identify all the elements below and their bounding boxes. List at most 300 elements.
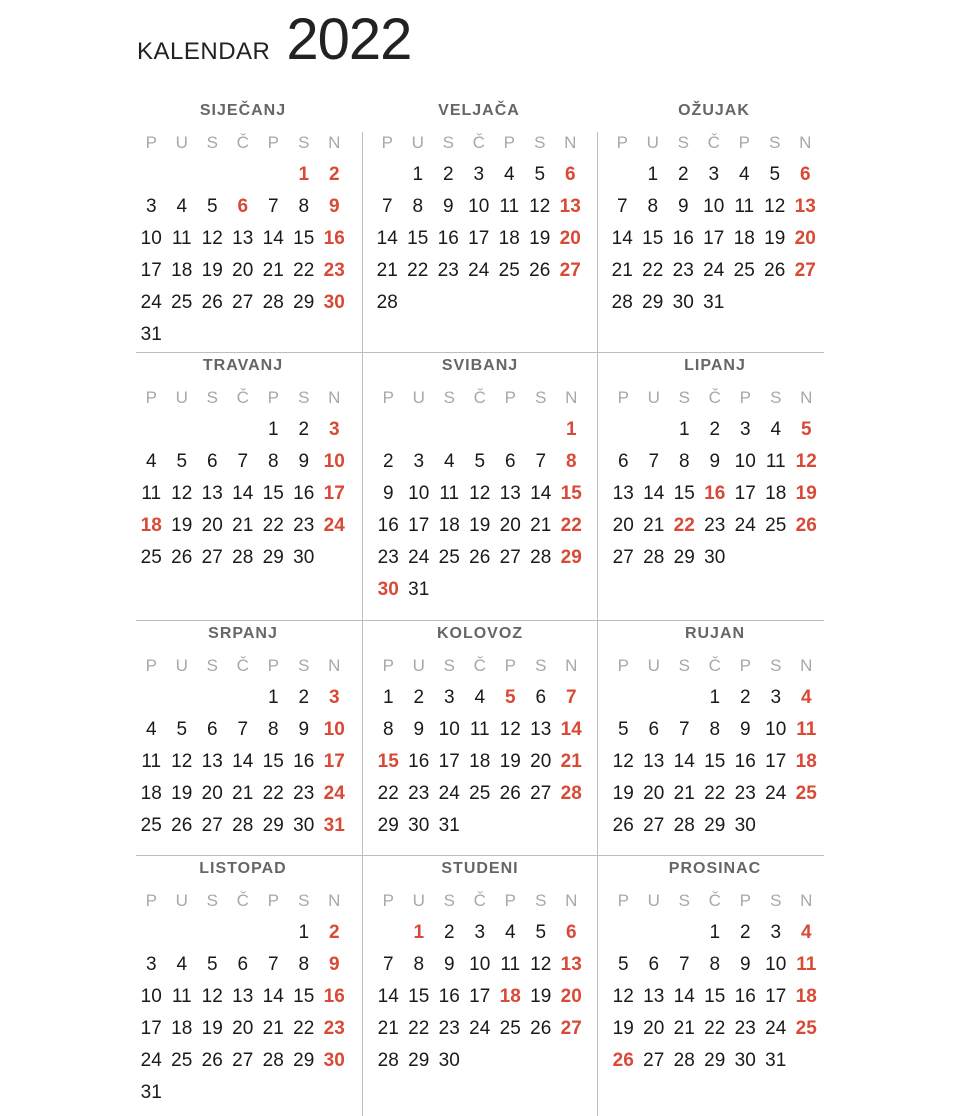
day: 17	[140, 260, 162, 281]
empty-cell	[136, 922, 167, 954]
weekday-header: U	[175, 656, 188, 675]
day: 27	[499, 547, 521, 568]
day: 14	[232, 483, 254, 504]
day: 20	[612, 515, 634, 536]
holiday-day: 11	[796, 719, 817, 740]
day: 16	[438, 986, 460, 1007]
day: 24	[469, 1018, 491, 1039]
weekday-header: Č	[236, 891, 249, 910]
weekday-header: P	[382, 388, 394, 407]
weekday-header: S	[443, 891, 455, 910]
day: 1	[709, 687, 721, 708]
empty-cell	[167, 687, 198, 719]
day: 25	[171, 1050, 193, 1071]
weekday-header: N	[565, 388, 578, 407]
weekday-header: S	[678, 891, 690, 910]
day: 30	[293, 815, 315, 836]
holiday-day: 26	[612, 1050, 634, 1071]
holiday-day: 26	[795, 515, 817, 536]
weekday-header: S	[443, 388, 455, 407]
day: 2	[739, 687, 751, 708]
weekday-header: P	[381, 133, 393, 152]
day: 5	[534, 164, 546, 185]
day: 30	[672, 292, 694, 313]
holiday-day: 27	[560, 1018, 582, 1039]
day: 20	[232, 1018, 254, 1039]
day: 26	[171, 815, 193, 836]
day: 17	[408, 515, 430, 536]
month-name: LIPANJ	[684, 357, 746, 374]
weekday-header: Č	[708, 891, 721, 910]
month-svibanj	[362, 353, 597, 620]
empty-cell	[258, 922, 289, 954]
weekday-header: P	[382, 656, 394, 675]
day: 8	[709, 719, 721, 740]
day: 9	[739, 719, 751, 740]
day: 21	[376, 260, 398, 281]
month-days	[136, 132, 350, 356]
empty-cell	[167, 922, 198, 954]
day: 7	[616, 196, 628, 217]
holiday-day: 19	[795, 483, 817, 504]
weekday-header: N	[328, 891, 341, 910]
day: 2	[382, 451, 394, 472]
holiday-day: 25	[795, 783, 817, 804]
calendar-title	[137, 6, 412, 72]
holiday-day: 12	[795, 451, 817, 472]
day: 20	[530, 751, 552, 772]
holiday-day: 1	[565, 419, 577, 440]
day: 21	[611, 260, 633, 281]
day: 3	[770, 687, 782, 708]
day: 5	[769, 164, 781, 185]
weekday-header: N	[799, 133, 812, 152]
weekday-header: S	[206, 388, 218, 407]
month-veljača	[362, 98, 597, 352]
day: 4	[503, 164, 515, 185]
day: 9	[442, 196, 454, 217]
month-days	[607, 132, 821, 324]
holiday-day: 27	[794, 260, 816, 281]
month-days	[136, 655, 350, 847]
day: 12	[764, 196, 786, 217]
holiday-day: 4	[800, 687, 812, 708]
holiday-day: 16	[704, 483, 726, 504]
day: 19	[171, 783, 193, 804]
weekday-header: P	[504, 656, 516, 675]
day: 8	[382, 719, 394, 740]
day: 21	[232, 783, 254, 804]
day: 30	[734, 1050, 756, 1071]
day: 28	[673, 815, 695, 836]
weekday-header: U	[647, 656, 660, 675]
day: 29	[642, 292, 664, 313]
day: 22	[293, 260, 315, 281]
day: 25	[469, 783, 491, 804]
empty-cell	[136, 687, 167, 719]
day: 27	[232, 292, 254, 313]
empty-cell	[607, 164, 638, 196]
weekday-header: Č	[236, 656, 249, 675]
month-srpanj	[136, 621, 362, 855]
weekday-header: P	[145, 656, 157, 675]
day: 2	[443, 922, 455, 943]
holiday-day: 16	[323, 986, 345, 1007]
day: 26	[612, 815, 634, 836]
month-days	[608, 890, 822, 1082]
month-days	[373, 890, 587, 1082]
holiday-day: 17	[323, 751, 345, 772]
day: 11	[141, 483, 162, 504]
weekday-header: S	[535, 891, 547, 910]
month-days	[372, 132, 586, 324]
day: 2	[442, 164, 454, 185]
weekday-header: N	[800, 891, 813, 910]
month-name: STUDENI	[441, 860, 519, 877]
day: 28	[377, 1050, 399, 1071]
day: 14	[262, 986, 284, 1007]
day: 22	[262, 783, 284, 804]
weekday-header: P	[267, 656, 279, 675]
day: 5	[176, 451, 188, 472]
empty-cell	[495, 419, 526, 451]
empty-cell	[197, 419, 228, 451]
day: 22	[704, 1018, 726, 1039]
day: 12	[499, 719, 521, 740]
day: 31	[140, 324, 162, 345]
day: 19	[530, 986, 552, 1007]
empty-cell	[167, 164, 198, 196]
holiday-day: 23	[323, 260, 345, 281]
empty-cell	[608, 687, 639, 719]
day: 4	[474, 687, 486, 708]
month-name: OŽUJAK	[678, 102, 750, 119]
day: 29	[673, 547, 695, 568]
day: 27	[201, 547, 223, 568]
weekday-header: S	[678, 656, 690, 675]
holiday-day: 7	[565, 687, 577, 708]
day: 3	[708, 164, 720, 185]
holiday-day: 21	[560, 751, 582, 772]
day: 27	[530, 783, 552, 804]
weekday-header: S	[770, 656, 782, 675]
month-ožujak	[597, 98, 824, 352]
day: 11	[499, 196, 520, 217]
month-days	[136, 890, 350, 1114]
empty-cell	[669, 687, 700, 719]
day: 8	[709, 954, 721, 975]
holiday-day: 10	[323, 451, 345, 472]
day: 31	[703, 292, 725, 313]
holiday-day: 16	[323, 228, 345, 249]
weekday-header: U	[175, 133, 188, 152]
day: 1	[267, 687, 279, 708]
month-name: SVIBANJ	[441, 357, 519, 374]
holiday-day: 29	[560, 547, 582, 568]
holiday-day: 11	[796, 954, 817, 975]
day: 24	[408, 547, 430, 568]
day: 2	[677, 164, 689, 185]
day: 11	[765, 451, 786, 472]
day: 12	[469, 483, 491, 504]
day: 5	[176, 719, 188, 740]
day: 1	[382, 687, 394, 708]
weekday-header: S	[206, 133, 218, 152]
day: 6	[535, 687, 547, 708]
weekday-header: P	[267, 388, 279, 407]
day: 14	[611, 228, 633, 249]
day: 27	[643, 1050, 665, 1071]
day: 21	[262, 260, 284, 281]
day: 23	[377, 547, 399, 568]
day: 31	[765, 1050, 787, 1071]
weekday-header: P	[617, 656, 629, 675]
day: 19	[612, 1018, 634, 1039]
month-studeni	[362, 856, 597, 1116]
month-rujan	[597, 621, 824, 855]
day: 8	[678, 451, 690, 472]
day: 23	[734, 1018, 756, 1039]
weekday-header: N	[328, 388, 341, 407]
day: 24	[140, 1050, 162, 1071]
day: 8	[412, 196, 424, 217]
day: 29	[408, 1050, 430, 1071]
day: 11	[141, 751, 162, 772]
day: 14	[377, 986, 399, 1007]
day: 3	[473, 164, 485, 185]
empty-cell	[197, 922, 228, 954]
day: 26	[529, 260, 551, 281]
day: 6	[648, 954, 660, 975]
day: 11	[439, 483, 460, 504]
day: 15	[408, 986, 430, 1007]
day: 7	[267, 954, 279, 975]
day: 12	[612, 751, 634, 772]
weekday-header: Č	[708, 388, 721, 407]
day: 7	[535, 451, 547, 472]
day: 23	[438, 1018, 460, 1039]
day: 11	[500, 954, 521, 975]
holiday-day: 15	[377, 751, 399, 772]
day: 7	[267, 196, 279, 217]
month-name: RUJAN	[684, 625, 746, 642]
day: 23	[437, 260, 459, 281]
day: 25	[733, 260, 755, 281]
day: 5	[617, 954, 629, 975]
day: 2	[413, 687, 425, 708]
day: 18	[498, 228, 520, 249]
day: 21	[643, 515, 665, 536]
empty-cell	[197, 687, 228, 719]
month-days	[373, 655, 587, 847]
day: 8	[647, 196, 659, 217]
holiday-day: 30	[377, 579, 399, 600]
day: 19	[469, 515, 491, 536]
weekday-header: S	[677, 133, 689, 152]
day: 22	[377, 783, 399, 804]
day: 19	[201, 1018, 223, 1039]
day: 18	[140, 783, 162, 804]
title-label: KALENDAR	[137, 38, 271, 65]
day: 16	[734, 751, 756, 772]
weekday-header: P	[739, 656, 751, 675]
weekday-header: S	[770, 388, 782, 407]
day: 12	[530, 954, 552, 975]
day: 21	[673, 1018, 695, 1039]
day: 20	[643, 1018, 665, 1039]
day: 20	[643, 783, 665, 804]
day: 2	[709, 419, 721, 440]
title-year: 2022	[286, 7, 412, 72]
day: 30	[408, 815, 430, 836]
day: 17	[703, 228, 725, 249]
weekday-header: Č	[473, 656, 486, 675]
weekday-header: S	[534, 133, 546, 152]
month-kolovoz	[362, 621, 597, 855]
month-days	[373, 387, 587, 611]
empty-cell	[608, 922, 639, 954]
day: 30	[734, 815, 756, 836]
day: 12	[201, 228, 223, 249]
weekday-header: U	[411, 133, 424, 152]
day: 4	[770, 419, 782, 440]
day: 19	[171, 515, 193, 536]
holiday-day: 14	[560, 719, 582, 740]
month-prosinac	[597, 856, 824, 1116]
day: 14	[530, 483, 552, 504]
day: 8	[298, 196, 310, 217]
day: 5	[206, 954, 218, 975]
day: 14	[376, 228, 398, 249]
day: 24	[703, 260, 725, 281]
day: 4	[504, 922, 516, 943]
day: 13	[201, 483, 223, 504]
day: 21	[262, 1018, 284, 1039]
day: 12	[529, 196, 551, 217]
day: 22	[262, 515, 284, 536]
weekday-header: S	[770, 891, 782, 910]
day: 7	[237, 451, 249, 472]
day: 31	[438, 815, 460, 836]
day: 15	[293, 228, 315, 249]
weekday-header: P	[503, 133, 515, 152]
day: 26	[469, 547, 491, 568]
weekday-header: U	[412, 656, 425, 675]
day: 20	[232, 260, 254, 281]
weekday-header: U	[647, 891, 660, 910]
day: 25	[140, 547, 162, 568]
holiday-day: 4	[800, 922, 812, 943]
day: 24	[140, 292, 162, 313]
holiday-day: 18	[499, 986, 521, 1007]
weekday-header: S	[769, 133, 781, 152]
day: 28	[611, 292, 633, 313]
calendar-row	[136, 855, 824, 1116]
day: 3	[443, 687, 455, 708]
day: 17	[765, 751, 787, 772]
day: 15	[407, 228, 429, 249]
day: 29	[262, 547, 284, 568]
holiday-day: 17	[323, 483, 345, 504]
day: 22	[293, 1018, 315, 1039]
day: 7	[237, 719, 249, 740]
day: 13	[612, 483, 634, 504]
holiday-day: 2	[328, 922, 340, 943]
holiday-day: 1	[413, 922, 425, 943]
day: 16	[293, 483, 315, 504]
calendar-row	[136, 620, 824, 855]
day: 12	[171, 751, 193, 772]
day: 7	[678, 954, 690, 975]
holiday-day: 22	[560, 515, 582, 536]
weekday-header: N	[800, 656, 813, 675]
day: 30	[438, 1050, 460, 1071]
weekday-header: N	[800, 388, 813, 407]
day: 29	[293, 292, 315, 313]
weekday-header: S	[298, 133, 310, 152]
day: 22	[642, 260, 664, 281]
day: 1	[267, 419, 279, 440]
weekday-header: S	[442, 133, 454, 152]
day: 7	[381, 196, 393, 217]
empty-cell	[434, 419, 465, 451]
day: 8	[267, 719, 279, 740]
day: 26	[201, 292, 223, 313]
day: 14	[643, 483, 665, 504]
empty-cell	[372, 164, 403, 196]
month-lipanj	[597, 353, 824, 620]
day: 9	[298, 451, 310, 472]
weekday-header: P	[617, 891, 629, 910]
day: 29	[293, 1050, 315, 1071]
day: 17	[765, 986, 787, 1007]
day: 4	[176, 196, 188, 217]
day: 1	[412, 164, 424, 185]
holiday-day: 20	[560, 986, 582, 1007]
day: 17	[140, 1018, 162, 1039]
day: 15	[262, 483, 284, 504]
day: 6	[617, 451, 629, 472]
day: 8	[413, 954, 425, 975]
holiday-day: 13	[560, 954, 582, 975]
empty-cell	[373, 922, 404, 954]
day: 12	[171, 483, 193, 504]
day: 13	[643, 986, 665, 1007]
weekday-header: Č	[708, 656, 721, 675]
weekday-header: S	[678, 388, 690, 407]
day: 29	[704, 1050, 726, 1071]
day: 30	[293, 547, 315, 568]
day: 31	[408, 579, 430, 600]
calendar-row	[136, 352, 824, 620]
day: 16	[734, 986, 756, 1007]
day: 18	[765, 483, 787, 504]
weekday-header: U	[412, 388, 425, 407]
day: 25	[171, 292, 193, 313]
empty-cell	[639, 922, 670, 954]
day: 25	[765, 515, 787, 536]
day: 2	[298, 419, 310, 440]
holiday-day: 5	[800, 419, 812, 440]
day: 10	[469, 954, 491, 975]
day: 24	[734, 515, 756, 536]
weekday-header: P	[145, 133, 157, 152]
weekday-header: Č	[707, 133, 720, 152]
weekday-header: P	[145, 891, 157, 910]
day: 4	[145, 451, 157, 472]
empty-cell	[258, 164, 289, 196]
day: 21	[673, 783, 695, 804]
